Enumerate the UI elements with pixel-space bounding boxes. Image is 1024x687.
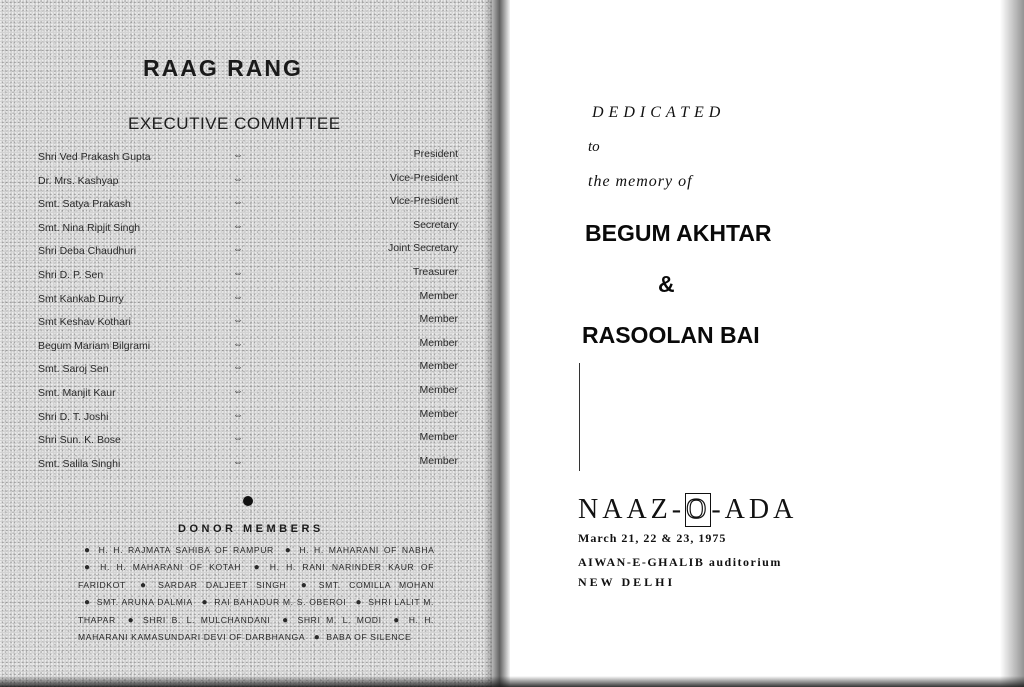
bullet-icon: ● [201, 597, 209, 609]
committee-row [38, 337, 458, 361]
committee-heading: EXECUTIVE COMMITTEE [128, 114, 341, 133]
donor-name: RAI BAHADUR M. S. OBEROI [214, 597, 347, 608]
separator-icon: ⇔ [233, 150, 243, 161]
donor-name: BABA OF SILENCE [326, 632, 412, 643]
member-name: Shri D. T. Joshi [38, 410, 109, 423]
donor-name: SARDAR DALJEET SINGH [158, 579, 287, 590]
member-role: Joint Secretary [387, 242, 458, 255]
dedication-memory: the memory of [588, 173, 693, 190]
committee-row [38, 384, 458, 408]
member-role: Member [419, 313, 458, 326]
section-dot-icon [243, 496, 253, 506]
member-role: Secretary [413, 218, 458, 231]
bullet-icon: ● [313, 632, 321, 644]
donor-heading: DONOR MEMBERS [178, 523, 324, 535]
member-role: Member [419, 407, 458, 420]
donor-name: SHRI B. L. MULCHANDANI [142, 614, 271, 625]
committee-row [38, 148, 458, 172]
member-name: Smt. Manjit Kaur [38, 386, 116, 399]
bullet-icon: ● [127, 614, 137, 626]
committee-row [38, 455, 458, 479]
committee-row [38, 313, 458, 337]
member-role: Member [419, 336, 458, 349]
honoree-name-2: RASOOLAN BAI [582, 322, 760, 348]
event-title-part-1: NAAZ- [578, 494, 686, 525]
member-name: Dr. Mrs. Kashyap [38, 174, 119, 187]
separator-icon: ⇔ [233, 315, 243, 327]
bullet-icon: ● [253, 562, 264, 574]
committee-row [38, 290, 458, 314]
donor-list [78, 542, 434, 646]
committee-row [38, 431, 458, 455]
bullet-icon: ● [284, 545, 294, 556]
bullet-icon: ● [300, 579, 313, 591]
committee-row [38, 172, 458, 196]
member-name: Smt. Satya Prakash [38, 198, 131, 211]
member-role: Member [419, 360, 458, 373]
page-title: RAAG RANG [143, 55, 303, 81]
event-venue: AIWAN-E-GHALIB auditorium [578, 555, 782, 569]
donor-name: SHRI M. L. MODI [297, 614, 382, 625]
member-name: Smt. Nina Ripjit Singh [38, 221, 141, 234]
separator-icon: ⇔ [233, 338, 243, 350]
ampersand: & [658, 271, 675, 297]
event-title-o: O [686, 494, 711, 525]
dedication-to: to [588, 139, 600, 155]
separator-icon: ⇔ [233, 409, 243, 421]
event-city: NEW DELHI [578, 575, 676, 589]
bottom-shadow [0, 676, 1024, 687]
member-role: Member [419, 289, 458, 302]
separator-icon: ⇔ [233, 197, 243, 209]
member-role: Treasurer [412, 265, 458, 278]
separator-icon: ⇔ [233, 173, 243, 185]
member-role: Member [419, 431, 458, 444]
member-role: Vice-President [389, 171, 458, 184]
donor-name: H. H. RAJMATA SAHIBA OF RAMPUR [98, 545, 274, 555]
member-name: Smt Kankab Durry [38, 292, 124, 305]
committee-list [38, 148, 458, 478]
member-name: Shri Ved Prakash Gupta [38, 151, 151, 163]
donor-name: H. H. RANI NARINDER KAUR OF FARIDKOT [78, 562, 434, 590]
bullet-icon: ● [84, 597, 91, 609]
separator-icon: ⇔ [233, 456, 243, 468]
member-name: Smt. Saroj Sen [38, 363, 109, 376]
donor-name: SMT. ARUNA DALMIA [96, 597, 193, 608]
separator-icon: ⇔ [233, 291, 243, 303]
member-role: Vice-President [389, 195, 458, 208]
member-name: Shri Sun. K. Bose [38, 434, 121, 447]
member-role: Member [419, 383, 458, 396]
donor-name: SHRI LALIT M. THAPAR [78, 597, 434, 625]
committee-row [38, 360, 458, 384]
committee-row [38, 195, 458, 219]
member-name: Smt Keshav Kothari [38, 316, 131, 329]
separator-icon: ⇔ [233, 362, 243, 374]
committee-row [38, 219, 458, 243]
committee-row [38, 408, 458, 432]
separator-icon: ⇔ [233, 244, 243, 256]
separator-icon: ⇔ [233, 220, 243, 232]
member-name: Begum Mariam Bilgrami [38, 339, 151, 352]
left-page [0, 0, 492, 687]
separator-icon: ⇔ [233, 385, 243, 397]
member-role: President [413, 148, 458, 160]
member-role: Member [419, 454, 458, 467]
book-gutter [484, 0, 510, 687]
event-dates: March 21, 22 & 23, 1975 [578, 531, 727, 545]
member-name: Shri Deba Chaudhuri [38, 245, 137, 258]
separator-icon: ⇔ [233, 433, 243, 445]
donor-name: H. H. MAHARANI OF NABHA [299, 545, 435, 555]
member-name: Shri D. P. Sen [38, 268, 104, 281]
separator-icon: ⇔ [233, 267, 243, 279]
bullet-icon: ● [140, 579, 153, 591]
committee-row [38, 266, 458, 290]
bullet-icon: ● [393, 614, 403, 626]
donor-name: SMT. COMILLA MOHAN [318, 579, 434, 590]
dedication-heading: DEDICATED [592, 104, 726, 121]
bullet-icon: ● [84, 545, 93, 556]
committee-row [38, 242, 458, 266]
vertical-rule [579, 363, 580, 471]
page-edge-shadow [1000, 0, 1024, 687]
bullet-icon: ● [84, 562, 95, 574]
donor-name: H. H. MAHARANI OF KOTAH [100, 562, 242, 573]
bullet-icon: ● [355, 597, 363, 609]
member-name: Smt. Salila Singhi [38, 457, 121, 470]
honoree-name-1: BEGUM AKHTAR [585, 220, 772, 246]
event-title-part-2: -ADA [711, 494, 798, 525]
bullet-icon: ● [282, 614, 292, 626]
event-title [578, 493, 797, 527]
donor-name: H. H. MAHARANI KAMASUNDARI DEVI OF DARBHANGA [78, 614, 435, 643]
